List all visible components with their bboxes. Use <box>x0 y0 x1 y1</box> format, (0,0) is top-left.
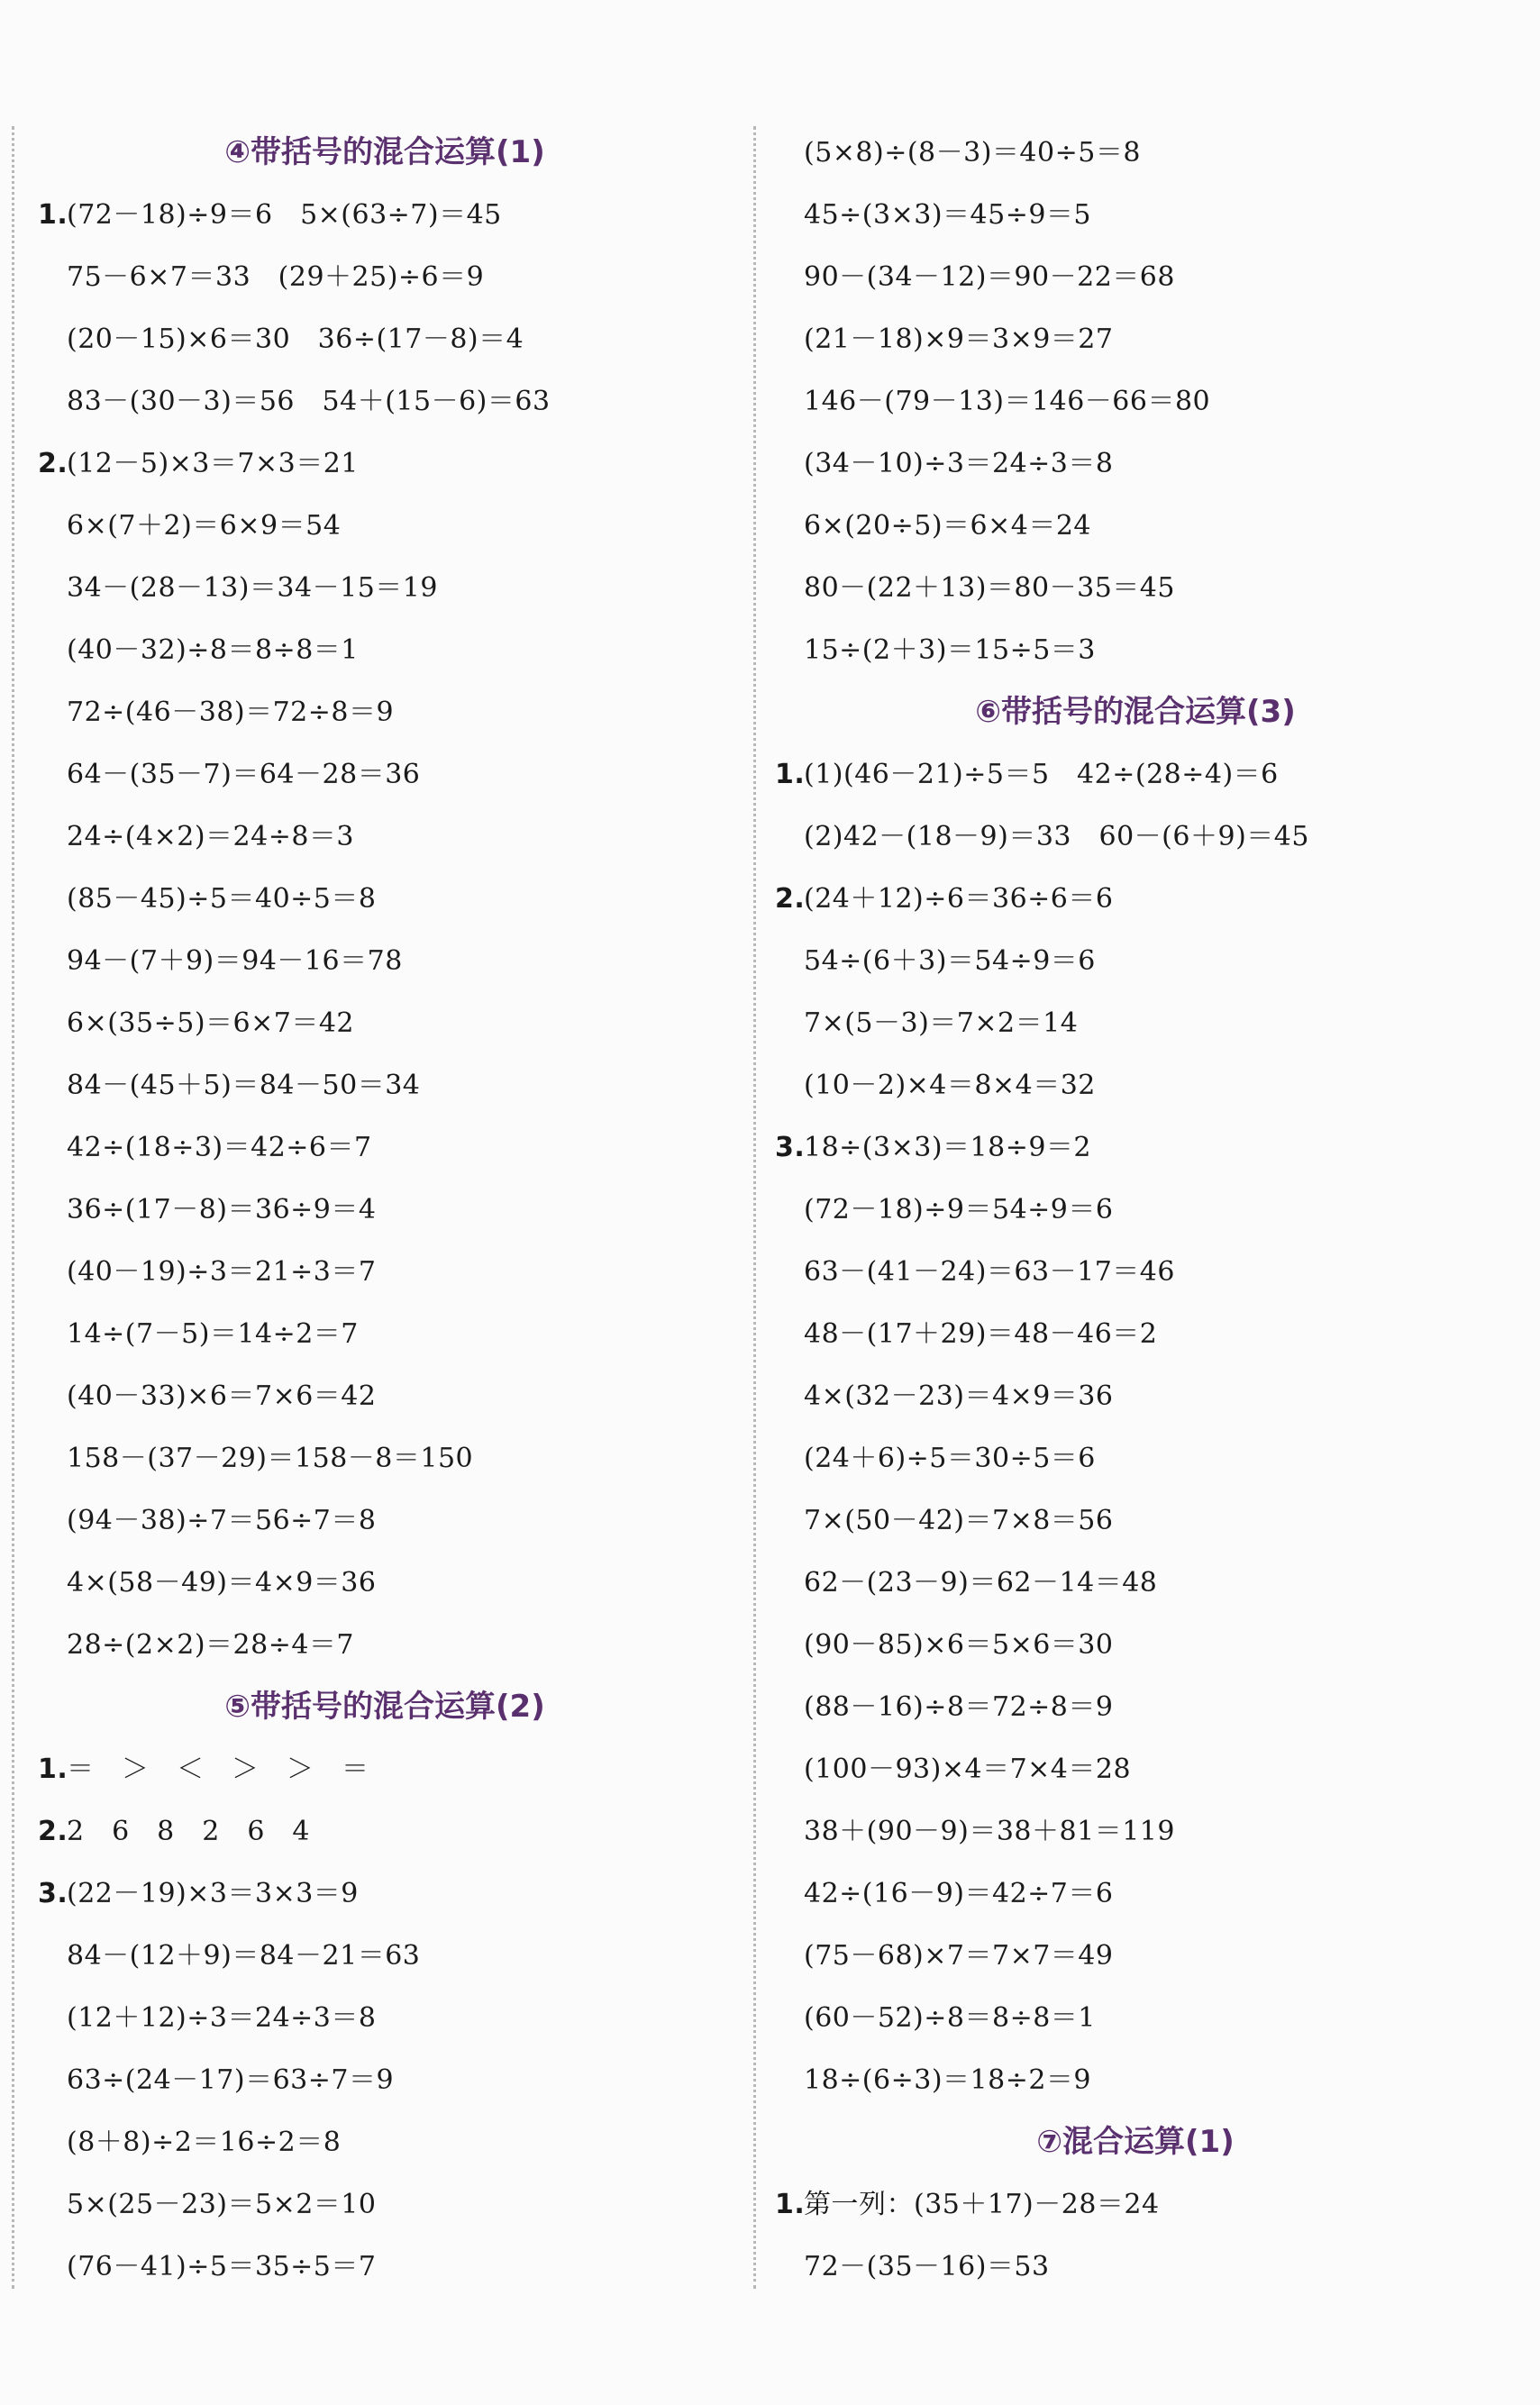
answer-line <box>38 246 732 308</box>
section-heading: ⑦混合运算(1) <box>1036 2124 1235 2160</box>
answer-text: 第一列：(35＋17)－28＝24 <box>804 2189 1160 2220</box>
answer-line <box>38 619 732 681</box>
answer-line <box>38 495 732 557</box>
answer-text: (10－2)×4＝8×4＝32 <box>804 1070 1096 1101</box>
answer-line <box>38 1552 732 1614</box>
answer-line <box>775 743 1496 806</box>
answer-text: 158－(37－29)＝158－8＝150 <box>67 1443 474 1474</box>
section-heading: ⑤带括号的混合运算(2) <box>224 1689 545 1725</box>
answer-text: 83－(30－3)＝56 54＋(15－6)＝63 <box>67 386 551 417</box>
answer-text: 90－(34－12)＝90－22＝68 <box>804 261 1175 293</box>
answer-text: 64－(35－7)＝64－28＝36 <box>67 759 421 790</box>
answer-text: (72－18)÷9＝54÷9＝6 <box>804 1194 1114 1225</box>
answer-text: (5×8)÷(8－3)＝40÷5＝8 <box>804 137 1141 169</box>
answer-line <box>775 1179 1496 1241</box>
section-heading: ⑥带括号的混合运算(3) <box>975 694 1296 730</box>
answer-text: (24＋6)÷5＝30÷5＝6 <box>804 1443 1096 1474</box>
answer-text: 4×(58－49)＝4×9＝36 <box>67 1567 377 1599</box>
right-column <box>775 122 1496 2298</box>
answer-line <box>775 2236 1496 2298</box>
answer-line <box>38 433 732 495</box>
answer-text: 146－(79－13)＝146－66＝80 <box>804 386 1211 417</box>
answer-text: (8＋8)÷2＝16÷2＝8 <box>67 2127 342 2158</box>
answer-text: (75－68)×7＝7×7＝49 <box>804 1940 1114 1972</box>
answer-line <box>38 681 732 743</box>
answer-text: (40－33)×6＝7×6＝42 <box>67 1380 377 1412</box>
answer-line <box>775 1987 1496 2049</box>
answer-text: 84－(12＋9)＝84－21＝63 <box>67 1940 421 1972</box>
answer-line <box>38 1241 732 1303</box>
answer-text: 36÷(17－8)＝36÷9＝4 <box>67 1194 377 1225</box>
answer-line <box>775 433 1496 495</box>
answer-line <box>775 868 1496 930</box>
question-number: 1. <box>38 1754 68 1785</box>
answer-text: (60－52)÷8＝8÷8＝1 <box>804 2002 1096 2034</box>
answer-text: 15÷(2＋3)＝15÷5＝3 <box>804 634 1096 666</box>
answer-line <box>775 1427 1496 1489</box>
answer-line <box>38 1303 732 1365</box>
section-heading: ④带括号的混合运算(1) <box>224 134 545 170</box>
answer-text: 14÷(7－5)＝14÷2＝7 <box>67 1318 359 1350</box>
answer-text: 24÷(4×2)＝24÷8＝3 <box>67 821 355 852</box>
answer-line <box>775 1054 1496 1116</box>
answer-line <box>775 1676 1496 1738</box>
answer-text: 84－(45＋5)＝84－50＝34 <box>67 1070 421 1101</box>
answer-text: (90－85)×6＝5×6＝30 <box>804 1629 1114 1661</box>
question-number: 1. <box>775 2189 806 2220</box>
left-margin-rule <box>12 126 14 2289</box>
question-number: 3. <box>775 1132 806 1163</box>
answer-text: (34－10)÷3＝24÷3＝8 <box>804 448 1114 479</box>
answer-text: (72－18)÷9＝6 5×(63÷7)＝45 <box>67 199 502 231</box>
answer-line <box>775 308 1496 370</box>
question-number: 1. <box>775 759 806 790</box>
answer-text: 94－(7＋9)＝94－16＝78 <box>67 945 403 977</box>
answer-line <box>38 2236 732 2298</box>
answer-line <box>38 806 732 868</box>
answer-text: (40－19)÷3＝21÷3＝7 <box>67 1256 377 1288</box>
answer-line <box>38 2049 732 2111</box>
answer-text: (24＋12)÷6＝36÷6＝6 <box>804 883 1114 915</box>
answer-text: 18÷(6÷3)＝18÷2＝9 <box>804 2064 1092 2096</box>
answer-line <box>38 1365 732 1427</box>
answer-line <box>38 184 732 246</box>
answer-line <box>775 1489 1496 1552</box>
answer-text: 2 6 8 2 6 4 <box>67 1816 311 1847</box>
answer-line <box>775 1116 1496 1179</box>
answer-line <box>775 1552 1496 1614</box>
answer-text: 42÷(16－9)＝42÷7＝6 <box>804 1878 1114 1909</box>
answer-text: (22－19)×3＝3×3＝9 <box>67 1878 359 1909</box>
answer-line <box>775 806 1496 868</box>
answer-text: (94－38)÷7＝56÷7＝8 <box>67 1505 377 1536</box>
answer-line <box>38 1863 732 1925</box>
answer-text: (12＋12)÷3＝24÷3＝8 <box>67 2002 377 2034</box>
answer-text: 63÷(24－17)＝63÷7＝9 <box>67 2064 395 2096</box>
answer-line <box>775 1800 1496 1863</box>
answer-text: (40－32)÷8＝8÷8＝1 <box>67 634 359 666</box>
answer-line <box>38 868 732 930</box>
answer-line <box>38 1614 732 1676</box>
answer-line <box>38 557 732 619</box>
answer-text: (20－15)×6＝30 36÷(17－8)＝4 <box>67 323 524 355</box>
answer-line <box>775 1241 1496 1303</box>
answer-line <box>38 1054 732 1116</box>
answer-text: (88－16)÷8＝72÷8＝9 <box>804 1691 1114 1723</box>
answer-text: 42÷(18÷3)＝42÷6＝7 <box>67 1132 372 1163</box>
answer-line <box>38 1489 732 1552</box>
answer-text: 18÷(3×3)＝18÷9＝2 <box>804 1132 1092 1163</box>
answer-text: (76－41)÷5＝35÷5＝7 <box>67 2251 377 2282</box>
answer-line <box>775 1614 1496 1676</box>
answer-line <box>775 992 1496 1054</box>
answer-text: 38＋(90－9)＝38＋81＝119 <box>804 1816 1175 1847</box>
answer-text: 28÷(2×2)＝28÷4＝7 <box>67 1629 355 1661</box>
answer-line <box>38 370 732 433</box>
answer-text: 72－(35－16)＝53 <box>804 2251 1050 2282</box>
answer-line <box>775 184 1496 246</box>
answer-text: 7×(5－3)＝7×2＝14 <box>804 1007 1079 1039</box>
answer-line <box>775 2173 1496 2236</box>
answer-line <box>775 930 1496 992</box>
answer-text: 4×(32－23)＝4×9＝36 <box>804 1380 1114 1412</box>
answer-line <box>775 1365 1496 1427</box>
answer-text: 6×(20÷5)＝6×4＝24 <box>804 510 1092 542</box>
answer-line <box>38 1987 732 2049</box>
answer-text: (1)(46－21)÷5＝5 42÷(28÷4)＝6 <box>804 759 1279 790</box>
column-divider <box>753 126 756 2289</box>
answer-text: ＝ ＞ ＜ ＞ ＞ ＝ <box>67 1754 369 1785</box>
answer-line <box>775 557 1496 619</box>
answer-line <box>38 1800 732 1863</box>
answer-text: (12－5)×3＝7×3＝21 <box>67 448 359 479</box>
answer-line <box>775 495 1496 557</box>
question-number: 2. <box>775 883 806 915</box>
answer-text: 63－(41－24)＝63－17＝46 <box>804 1256 1175 1288</box>
answer-text: 6×(35÷5)＝6×7＝42 <box>67 1007 355 1039</box>
answer-text: (2)42－(18－9)＝33 60－(6＋9)＝45 <box>804 821 1309 852</box>
answer-line <box>38 930 732 992</box>
answer-line <box>775 1738 1496 1800</box>
answer-text: 6×(7＋2)＝6×9＝54 <box>67 510 342 542</box>
answer-text: 34－(28－13)＝34－15＝19 <box>67 572 438 604</box>
answer-text: 5×(25－23)＝5×2＝10 <box>67 2189 377 2220</box>
answer-line <box>775 370 1496 433</box>
question-number: 2. <box>38 448 68 479</box>
answer-line <box>38 743 732 806</box>
answer-line <box>38 1179 732 1241</box>
answer-line <box>38 308 732 370</box>
answer-line <box>38 2173 732 2236</box>
answer-text: 72÷(46－38)＝72÷8＝9 <box>67 697 395 728</box>
answer-line <box>38 2111 732 2173</box>
answer-text: (100－93)×4＝7×4＝28 <box>804 1754 1132 1785</box>
answer-line <box>775 1303 1496 1365</box>
answer-line <box>38 992 732 1054</box>
answer-line <box>775 1863 1496 1925</box>
answer-line <box>38 1427 732 1489</box>
answer-line <box>775 2049 1496 2111</box>
answer-line <box>38 1116 732 1179</box>
answer-text: 80－(22＋13)＝80－35＝45 <box>804 572 1175 604</box>
answer-text: 48－(17＋29)＝48－46＝2 <box>804 1318 1158 1350</box>
answer-text: (21－18)×9＝3×9＝27 <box>804 323 1114 355</box>
answer-text: 75－6×7＝33 (29＋25)÷6＝9 <box>67 261 485 293</box>
answer-line <box>38 1925 732 1987</box>
answer-text: 7×(50－42)＝7×8＝56 <box>804 1505 1114 1536</box>
answer-text: 54÷(6＋3)＝54÷9＝6 <box>804 945 1096 977</box>
answer-line <box>775 246 1496 308</box>
answer-text: (85－45)÷5＝40÷5＝8 <box>67 883 377 915</box>
answer-line <box>775 619 1496 681</box>
answer-text: 62－(23－9)＝62－14＝48 <box>804 1567 1158 1599</box>
answer-line <box>38 1738 732 1800</box>
left-column <box>38 122 732 2298</box>
question-number: 3. <box>38 1878 68 1909</box>
question-number: 1. <box>38 199 68 231</box>
answer-line <box>775 1925 1496 1987</box>
question-number: 2. <box>38 1816 68 1847</box>
answer-text: 45÷(3×3)＝45÷9＝5 <box>804 199 1092 231</box>
answer-line <box>775 122 1496 184</box>
